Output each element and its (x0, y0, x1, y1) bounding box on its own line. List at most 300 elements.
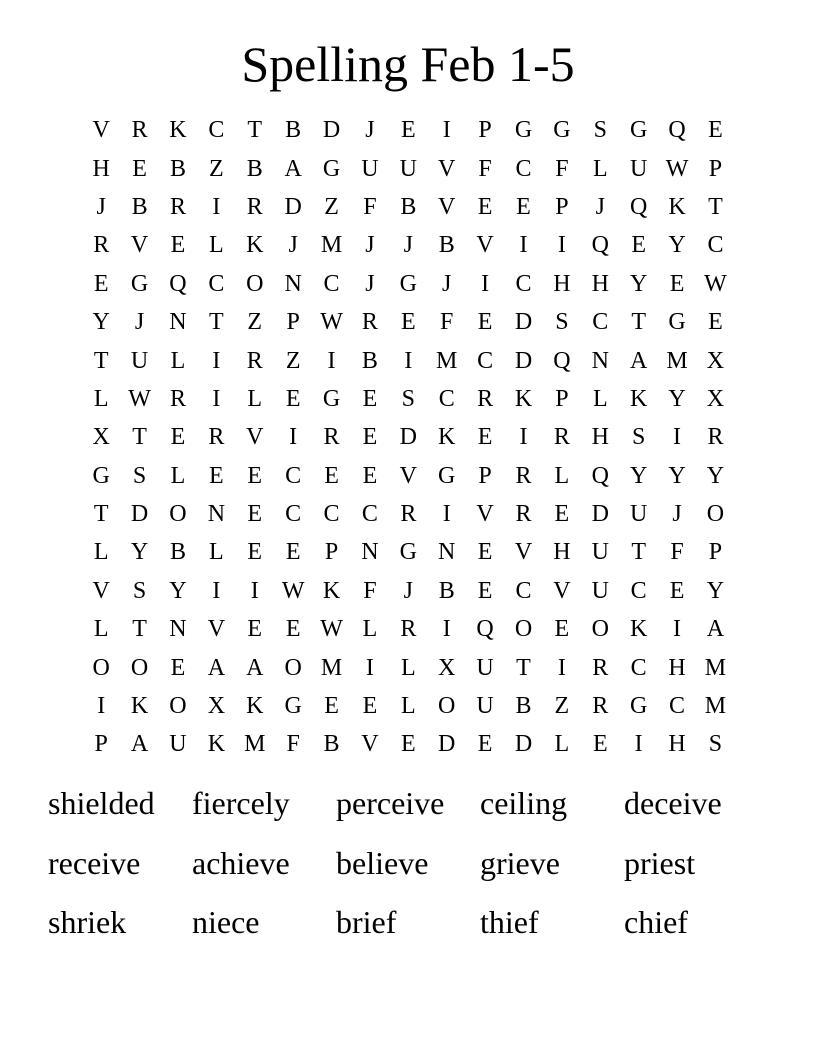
grid-letter: F (363, 193, 377, 220)
grid-letter: G (399, 539, 417, 566)
grid-letter: L (209, 539, 224, 566)
grid-letter: Y (629, 462, 648, 489)
word-bank-item: brief (336, 904, 397, 940)
grid-letter: L (247, 385, 263, 412)
grid-letter: D (322, 117, 341, 144)
grid-letter: U (591, 539, 609, 566)
grid-letter: F (478, 155, 492, 182)
grid-letter: C (285, 462, 302, 489)
grid-letter: M (436, 347, 458, 374)
word-bank-item: deceive (624, 785, 722, 821)
grid-letter: I (365, 654, 374, 681)
grid-letter: O (706, 501, 725, 528)
grid-letter: V (553, 577, 571, 604)
grid-letter: V (246, 424, 264, 451)
grid-letter: G (553, 117, 571, 144)
grid-letter: W (665, 155, 689, 182)
word-bank-item: chief (624, 904, 688, 940)
grid-letter: S (708, 731, 723, 758)
grid-letter: Q (169, 270, 187, 297)
grid-letter: Q (668, 117, 686, 144)
grid-letter: H (553, 539, 571, 566)
word-bank-item: perceive (336, 785, 445, 821)
grid-letter: R (246, 347, 263, 374)
grid-letter: K (514, 385, 533, 412)
grid-letter: E (170, 232, 186, 259)
grid-letter: E (362, 462, 378, 489)
grid-letter: K (130, 693, 149, 720)
grid-letter: S (631, 424, 646, 451)
grid-letter: X (438, 654, 456, 681)
grid-letter: P (478, 462, 492, 489)
grid-letter: P (555, 193, 569, 220)
grid-letter: K (207, 731, 226, 758)
grid-letter: H (591, 270, 609, 297)
grid-letter: R (93, 232, 110, 259)
grid-letter: O (130, 654, 149, 681)
grid-letter: E (516, 193, 531, 220)
grid-letter: E (247, 539, 263, 566)
grid-letter: X (706, 385, 725, 412)
grid-letter: I (519, 424, 528, 451)
grid-letter: E (477, 577, 493, 604)
grid-letter: V (438, 193, 456, 220)
word-bank-item: achieve (192, 844, 290, 881)
grid-letter: K (246, 693, 264, 720)
grid-letter: E (669, 577, 685, 604)
grid-letter: Z (209, 155, 224, 182)
grid-letter: O (284, 654, 302, 681)
grid-letter: G (322, 385, 341, 412)
grid-letter: K (629, 385, 648, 412)
grid-letter: V (399, 462, 417, 489)
grid-letter: J (442, 270, 452, 297)
grid-letter: W (281, 577, 305, 604)
grid-letter: A (246, 654, 264, 681)
grid-letter: P (708, 155, 723, 182)
grid-letter: D (399, 424, 417, 451)
grid-letter: T (631, 309, 646, 336)
grid-letter: C (630, 577, 647, 604)
grid-letter: T (708, 193, 723, 220)
grid-letter: I (212, 385, 221, 412)
grid-letter: C (361, 501, 378, 528)
grid-letter: I (289, 424, 298, 451)
grid-letter: L (400, 693, 416, 720)
grid-letter: E (285, 616, 301, 643)
grid-letter: B (285, 117, 302, 144)
grid-letter: I (481, 270, 490, 297)
grid-letter: E (477, 539, 493, 566)
grid-letter: J (403, 232, 413, 259)
grid-letter: E (554, 616, 570, 643)
grid-letter: S (555, 309, 569, 336)
grid-letter: O (514, 616, 533, 643)
word-bank-item: niece (192, 904, 260, 940)
grid-letter: R (208, 424, 225, 451)
grid-letter: T (132, 424, 147, 451)
grid-letter: R (169, 385, 186, 412)
grid-letter: G (130, 270, 149, 297)
grid-letter: K (169, 117, 187, 144)
grid-letter: N (207, 501, 226, 528)
grid-letter: Y (706, 577, 725, 604)
grid-letter: E (324, 462, 339, 489)
grid-letter: E (132, 155, 147, 182)
grid-letter: L (170, 347, 186, 374)
grid-letter: P (478, 117, 492, 144)
grid-letter: R (515, 462, 532, 489)
grid-letter: W (320, 309, 343, 336)
grid-letter: N (438, 539, 456, 566)
grid-letter: D (284, 193, 302, 220)
grid-letter: D (514, 309, 533, 336)
grid-letter: L (362, 616, 378, 643)
grid-letter: Y (130, 539, 149, 566)
grid-letter: E (362, 424, 378, 451)
grid-letter: V (514, 539, 533, 566)
grid-letter: W (320, 616, 343, 643)
grid-letter: P (324, 539, 339, 566)
grid-letter: A (706, 616, 725, 643)
word-bank-item: believe (336, 844, 429, 881)
grid-letter: R (131, 117, 148, 144)
grid-letter: B (438, 577, 455, 604)
grid-letter: J (403, 577, 413, 604)
grid-letter: V (361, 731, 379, 758)
grid-letter: G (668, 309, 686, 336)
grid-letter: C (669, 693, 686, 720)
grid-letter: F (363, 577, 377, 604)
grid-letter: L (209, 232, 224, 259)
grid-letter: I (442, 501, 451, 528)
grid-letter: T (516, 654, 531, 681)
grid-letter: H (668, 731, 686, 758)
grid-letter: I (250, 577, 259, 604)
grid-letter: C (592, 309, 609, 336)
grid-letter: E (400, 117, 416, 144)
grid-letter: V (207, 616, 226, 643)
grid-letter: B (246, 155, 263, 182)
grid-letter: Y (668, 462, 686, 489)
grid-letter: R (323, 424, 340, 451)
grid-letter: R (246, 193, 263, 220)
grid-letter: E (285, 539, 301, 566)
grid-letter: B (515, 693, 532, 720)
word-bank-item: fiercely (192, 785, 290, 821)
grid-letter: U (361, 155, 379, 182)
grid-letter: T (93, 501, 109, 528)
grid-letter: K (629, 616, 648, 643)
grid-letter: J (672, 501, 682, 528)
grid-letter: Z (554, 693, 570, 720)
grid-letter: Q (591, 232, 609, 259)
grid-letter: F (286, 731, 300, 758)
grid-letter: V (476, 232, 494, 259)
grid-letter: G (399, 270, 417, 297)
grid-letter: W (704, 270, 727, 297)
grid-letter: P (708, 539, 723, 566)
grid-letter: E (170, 424, 186, 451)
grid-letter: E (247, 616, 263, 643)
grid-letter: K (322, 577, 341, 604)
grid-letter: I (404, 347, 413, 374)
grid-letter: M (244, 731, 266, 758)
grid-letter: C (323, 270, 340, 297)
grid-letter: O (438, 693, 456, 720)
grid-letter: E (362, 385, 378, 412)
grid-letter: C (323, 501, 340, 528)
grid-letter: G (92, 462, 110, 489)
grid-letter: N (169, 616, 187, 643)
grid-letter: H (668, 654, 686, 681)
grid-letter: E (477, 731, 493, 758)
grid-letter: J (365, 270, 375, 297)
grid-letter: E (170, 654, 186, 681)
grid-letter: E (400, 731, 416, 758)
grid-letter: F (440, 309, 454, 336)
grid-letter: H (92, 155, 110, 182)
grid-letter: Z (285, 347, 301, 374)
grid-letter: E (209, 462, 224, 489)
grid-letter: P (286, 309, 300, 336)
grid-letter: L (93, 385, 109, 412)
grid-letter: I (212, 347, 221, 374)
grid-letter: V (130, 232, 149, 259)
grid-letter: K (668, 193, 686, 220)
grid-letter: O (169, 693, 187, 720)
grid-letter: E (247, 462, 263, 489)
grid-letter: G (284, 693, 302, 720)
grid-letter: U (629, 155, 648, 182)
grid-letter: Q (591, 462, 609, 489)
grid-letter: C (438, 385, 455, 412)
word-bank-item: grieve (480, 844, 560, 881)
grid-letter: G (438, 462, 456, 489)
grid-letter: U (399, 155, 417, 182)
grid-letter: C (707, 232, 724, 259)
grid-letter: U (130, 347, 149, 374)
grid-letter: M (320, 232, 343, 259)
grid-letter: I (212, 577, 221, 604)
grid-letter: C (208, 270, 225, 297)
grid-letter: D (591, 501, 609, 528)
grid-letter: I (442, 616, 451, 643)
grid-letter: F (670, 539, 684, 566)
grid-letter: I (97, 693, 106, 720)
grid-letter: E (285, 385, 301, 412)
grid-letter: A (207, 654, 226, 681)
grid-letter: T (247, 117, 263, 144)
word-bank-item: ceiling (480, 785, 568, 821)
grid-letter: L (400, 654, 416, 681)
grid-letter: R (400, 616, 417, 643)
grid-letter: E (477, 309, 493, 336)
grid-letter: Z (247, 309, 263, 336)
grid-letter: L (554, 731, 570, 758)
grid-letter: Z (324, 193, 339, 220)
grid-letter: K (438, 424, 456, 451)
grid-letter: L (93, 539, 109, 566)
grid-letter: E (708, 117, 723, 144)
grid-letter: G (514, 117, 533, 144)
grid-letter: B (361, 347, 378, 374)
word-bank-item: receive (48, 844, 141, 881)
grid-letter: V (92, 117, 110, 144)
grid-letter: W (128, 385, 151, 412)
grid-letter: C (630, 654, 647, 681)
grid-letter: R (707, 424, 724, 451)
grid-letter: I (442, 117, 451, 144)
grid-letter: E (669, 270, 685, 297)
word-bank-item: shriek (48, 904, 127, 940)
grid-letter: C (208, 117, 225, 144)
grid-letter: D (438, 731, 456, 758)
grid-letter: O (92, 654, 110, 681)
grid-letter: I (557, 232, 566, 259)
grid-letter: J (595, 193, 605, 220)
grid-letter: B (131, 193, 148, 220)
grid-letter: I (634, 731, 643, 758)
grid-letter: N (591, 347, 609, 374)
grid-letter: A (629, 347, 648, 374)
grid-letter: O (246, 270, 264, 297)
grid-letter: N (169, 309, 187, 336)
grid-letter: E (477, 193, 493, 220)
grid-letter: J (288, 232, 298, 259)
grid-letter: N (284, 270, 302, 297)
grid-letter: Y (706, 462, 725, 489)
grid-letter: C (477, 347, 494, 374)
grid-letter: L (554, 462, 570, 489)
grid-letter: V (438, 155, 456, 182)
grid-letter: R (553, 424, 570, 451)
grid-letter: E (477, 424, 493, 451)
grid-letter: R (361, 309, 378, 336)
grid-letter: C (285, 501, 302, 528)
grid-letter: E (708, 309, 723, 336)
grid-letter: Y (668, 385, 686, 412)
grid-letter: B (169, 539, 186, 566)
grid-letter: J (134, 309, 145, 336)
grid-letter: X (92, 424, 110, 451)
grid-letter: I (519, 232, 528, 259)
grid-letter: V (92, 577, 110, 604)
word-bank-item: thief (480, 904, 539, 940)
grid-letter: R (592, 654, 609, 681)
grid-letter: E (324, 693, 339, 720)
grid-letter: S (593, 117, 607, 144)
grid-letter: D (514, 731, 533, 758)
grid-letter: U (169, 731, 187, 758)
grid-letter: C (515, 270, 532, 297)
grid-letter: Q (476, 616, 494, 643)
grid-letter: G (629, 117, 648, 144)
grid-letter: Y (629, 270, 648, 297)
grid-letter: B (323, 731, 340, 758)
grid-letter: D (130, 501, 149, 528)
grid-letter: O (169, 501, 187, 528)
grid-letter: R (592, 693, 609, 720)
grid-letter: T (93, 347, 109, 374)
grid-letter: L (592, 385, 608, 412)
grid-letter: S (401, 385, 415, 412)
grid-letter: J (365, 117, 375, 144)
page-title: Spelling Feb 1-5 (241, 36, 575, 92)
grid-letter: G (629, 693, 648, 720)
grid-letter: V (476, 501, 494, 528)
grid-letter: C (515, 155, 532, 182)
word-bank-item: priest (624, 844, 696, 881)
grid-letter: H (553, 270, 571, 297)
grid-letter: E (247, 501, 263, 528)
grid-letter: O (591, 616, 609, 643)
grid-letter: G (322, 155, 341, 182)
grid-letter: U (476, 654, 494, 681)
grid-letter: M (666, 347, 688, 374)
grid-letter: J (365, 232, 375, 259)
grid-letter: M (320, 654, 343, 681)
grid-letter: L (93, 616, 109, 643)
grid-letter: A (284, 155, 302, 182)
grid-letter: R (400, 501, 417, 528)
grid-letter: A (130, 731, 149, 758)
grid-letter: U (591, 577, 609, 604)
grid-letter: L (592, 155, 608, 182)
grid-letter: Y (92, 309, 110, 336)
grid-letter: E (362, 693, 378, 720)
grid-letter: I (327, 347, 336, 374)
grid-letter: P (94, 731, 108, 758)
grid-letter: I (673, 424, 682, 451)
grid-letter: R (169, 193, 186, 220)
grid-letter: K (246, 232, 264, 259)
grid-letter: T (209, 309, 224, 336)
grid-letter: E (93, 270, 109, 297)
grid-letter: E (400, 309, 416, 336)
word-bank (48, 780, 768, 959)
grid-letter: E (631, 232, 646, 259)
grid-letter: T (132, 616, 147, 643)
grid-letter: C (515, 577, 532, 604)
grid-letter: L (170, 462, 186, 489)
grid-letter: U (629, 501, 648, 528)
grid-letter: R (515, 501, 532, 528)
grid-letter: U (476, 693, 494, 720)
grid-letter: B (400, 193, 417, 220)
grid-letter: F (555, 155, 569, 182)
grid-letter: M (704, 693, 727, 720)
letter-grid (82, 111, 735, 764)
grid-letter: J (96, 193, 106, 220)
grid-letter: Y (169, 577, 187, 604)
grid-letter: I (212, 193, 221, 220)
grid-letter: I (557, 654, 566, 681)
grid-letter: Q (553, 347, 571, 374)
grid-letter: I (673, 616, 682, 643)
grid-letter: N (361, 539, 379, 566)
grid-letter: Y (668, 232, 686, 259)
grid-letter: X (207, 693, 226, 720)
grid-letter: M (704, 654, 727, 681)
grid-letter: D (514, 347, 533, 374)
grid-letter: B (438, 232, 455, 259)
word-bank-item: shielded (48, 785, 155, 821)
grid-letter: E (554, 501, 570, 528)
grid-letter: P (555, 385, 569, 412)
grid-letter: H (591, 424, 609, 451)
grid-letter: X (706, 347, 725, 374)
